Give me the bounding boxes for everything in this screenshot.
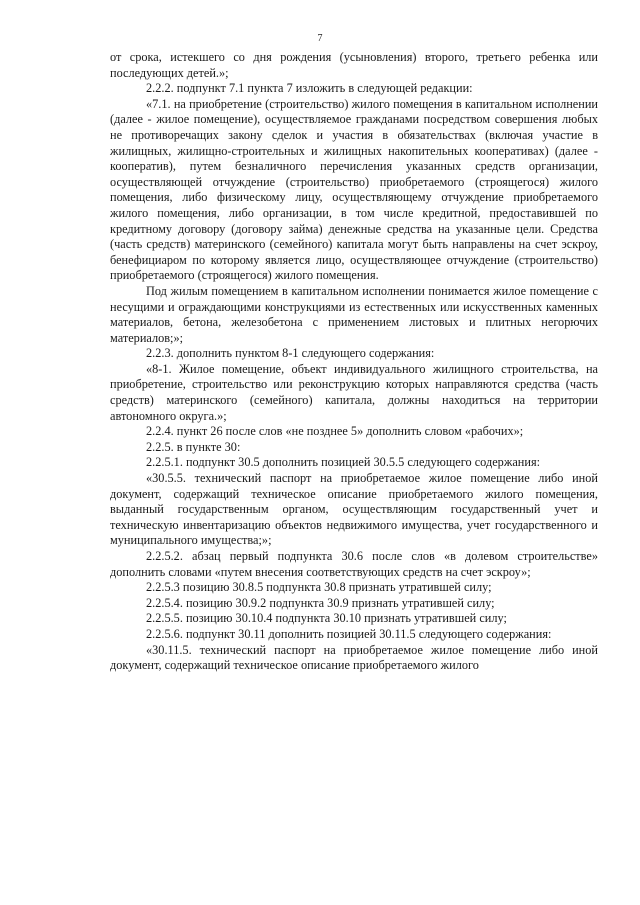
paragraph-2-2-2: 2.2.2. подпункт 7.1 пункта 7 изложить в следующей редакции:	[146, 81, 473, 96]
document-body	[110, 50, 598, 674]
paragraph-continuation: от срока, истекшего со дня рождения (усыновления) второго, третьего ребенка или последующих детей.»;	[110, 50, 598, 80]
paragraph-2-2-4: 2.2.4. пункт 26 после слов «не позднее 5» дополнить словом «рабочих»;	[146, 424, 524, 439]
paragraph-2-2-3: 2.2.3. дополнить пунктом 8-1 следующего содержания:	[146, 346, 435, 361]
paragraph-2-2-5-3: 2.2.5.3 позицию 30.8.5 подпункта 30.8 признать утратившей силу;	[146, 580, 492, 595]
page-number: 7	[317, 33, 323, 44]
paragraph-definition: Под жилым помещением в капитальном исполнении понимается жилое помещение с несущими и ограждающими конструкциями из естественных или искусственных каменных материалов, бетона, железобетона с применением листовых и плитных негорючих материалов;»;	[110, 283, 598, 345]
paragraph-2-2-5-1: 2.2.5.1. подпункт 30.5 дополнить позицией 30.5.5 следующего содержания:	[146, 455, 541, 470]
paragraph-2-2-5: 2.2.5. в пункте 30:	[146, 439, 241, 454]
paragraph-2-2-5-5: 2.2.5.5. позицию 30.10.4 подпункта 30.10 признать утратившей силу;	[146, 611, 507, 626]
paragraph-7-1: «7.1. на приобретение (строительство) жилого помещения в капитальном исполнении (далее - жилое помещение), осуществляемое гражданами посредством совершения любых не противоречащих закону сделок и участия в обязательствах (включая участие в жилищных, жилищно-строительных и жилищных накопительных кооперативах) (далее - кооператив), путем безналичного перечисления указанных средств организации, осуществляющей отчуждение (строительство) приобретаемого (строящегося) жилого помещения, либо физическому лицу, осуществляющему отчуждение приобретаемого жилого помещения, либо организации, в том числе кредитной, предоставившей по кредитному договору (договору займа) денежные средства на указанные цели. Средства (часть средств) материнского (семейного) капитала могут быть направлены на счет эскроу, бенефициаром по которому является лицо, осуществляющее отчуждение (строительство) приобретаемого (строящегося) жилого помещения.	[110, 96, 598, 283]
paragraph-2-2-5-4: 2.2.5.4. позицию 30.9.2 подпункта 30.9 признать утратившей силу;	[146, 595, 495, 610]
paragraph-30-11-5: «30.11.5. технический паспорт на приобретаемое жилое помещение либо иной документ, содержащий техническое описание приобретаемого жилого	[110, 642, 598, 673]
paragraph-2-2-5-2: 2.2.5.2. абзац первый подпункта 30.6 после слов «в долевом строительстве» дополнить словами «путем внесения соответствующих средств на счет эскроу»;	[110, 549, 598, 579]
paragraph-30-5-5: «30.5.5. технический паспорт на приобретаемое жилое помещение либо иной документ, содержащий техническое описание приобретаемого жилого помещения, выданный государственным органом, осуществляющим государственный учет и техническую инвентаризацию объектов недвижимого имущества, учет государственного и муниципального имущества;»;	[110, 471, 598, 548]
paragraph-2-2-5-6: 2.2.5.6. подпункт 30.11 дополнить позицией 30.11.5 следующего содержания:	[146, 626, 552, 641]
paragraph-8-1: «8-1. Жилое помещение, объект индивидуального жилищного строительства, на приобретение, строительство или реконструкцию которых направляются средства (часть средств) материнского (семейного) капитала, должны находиться на территории автономного округа.»;	[110, 361, 598, 423]
